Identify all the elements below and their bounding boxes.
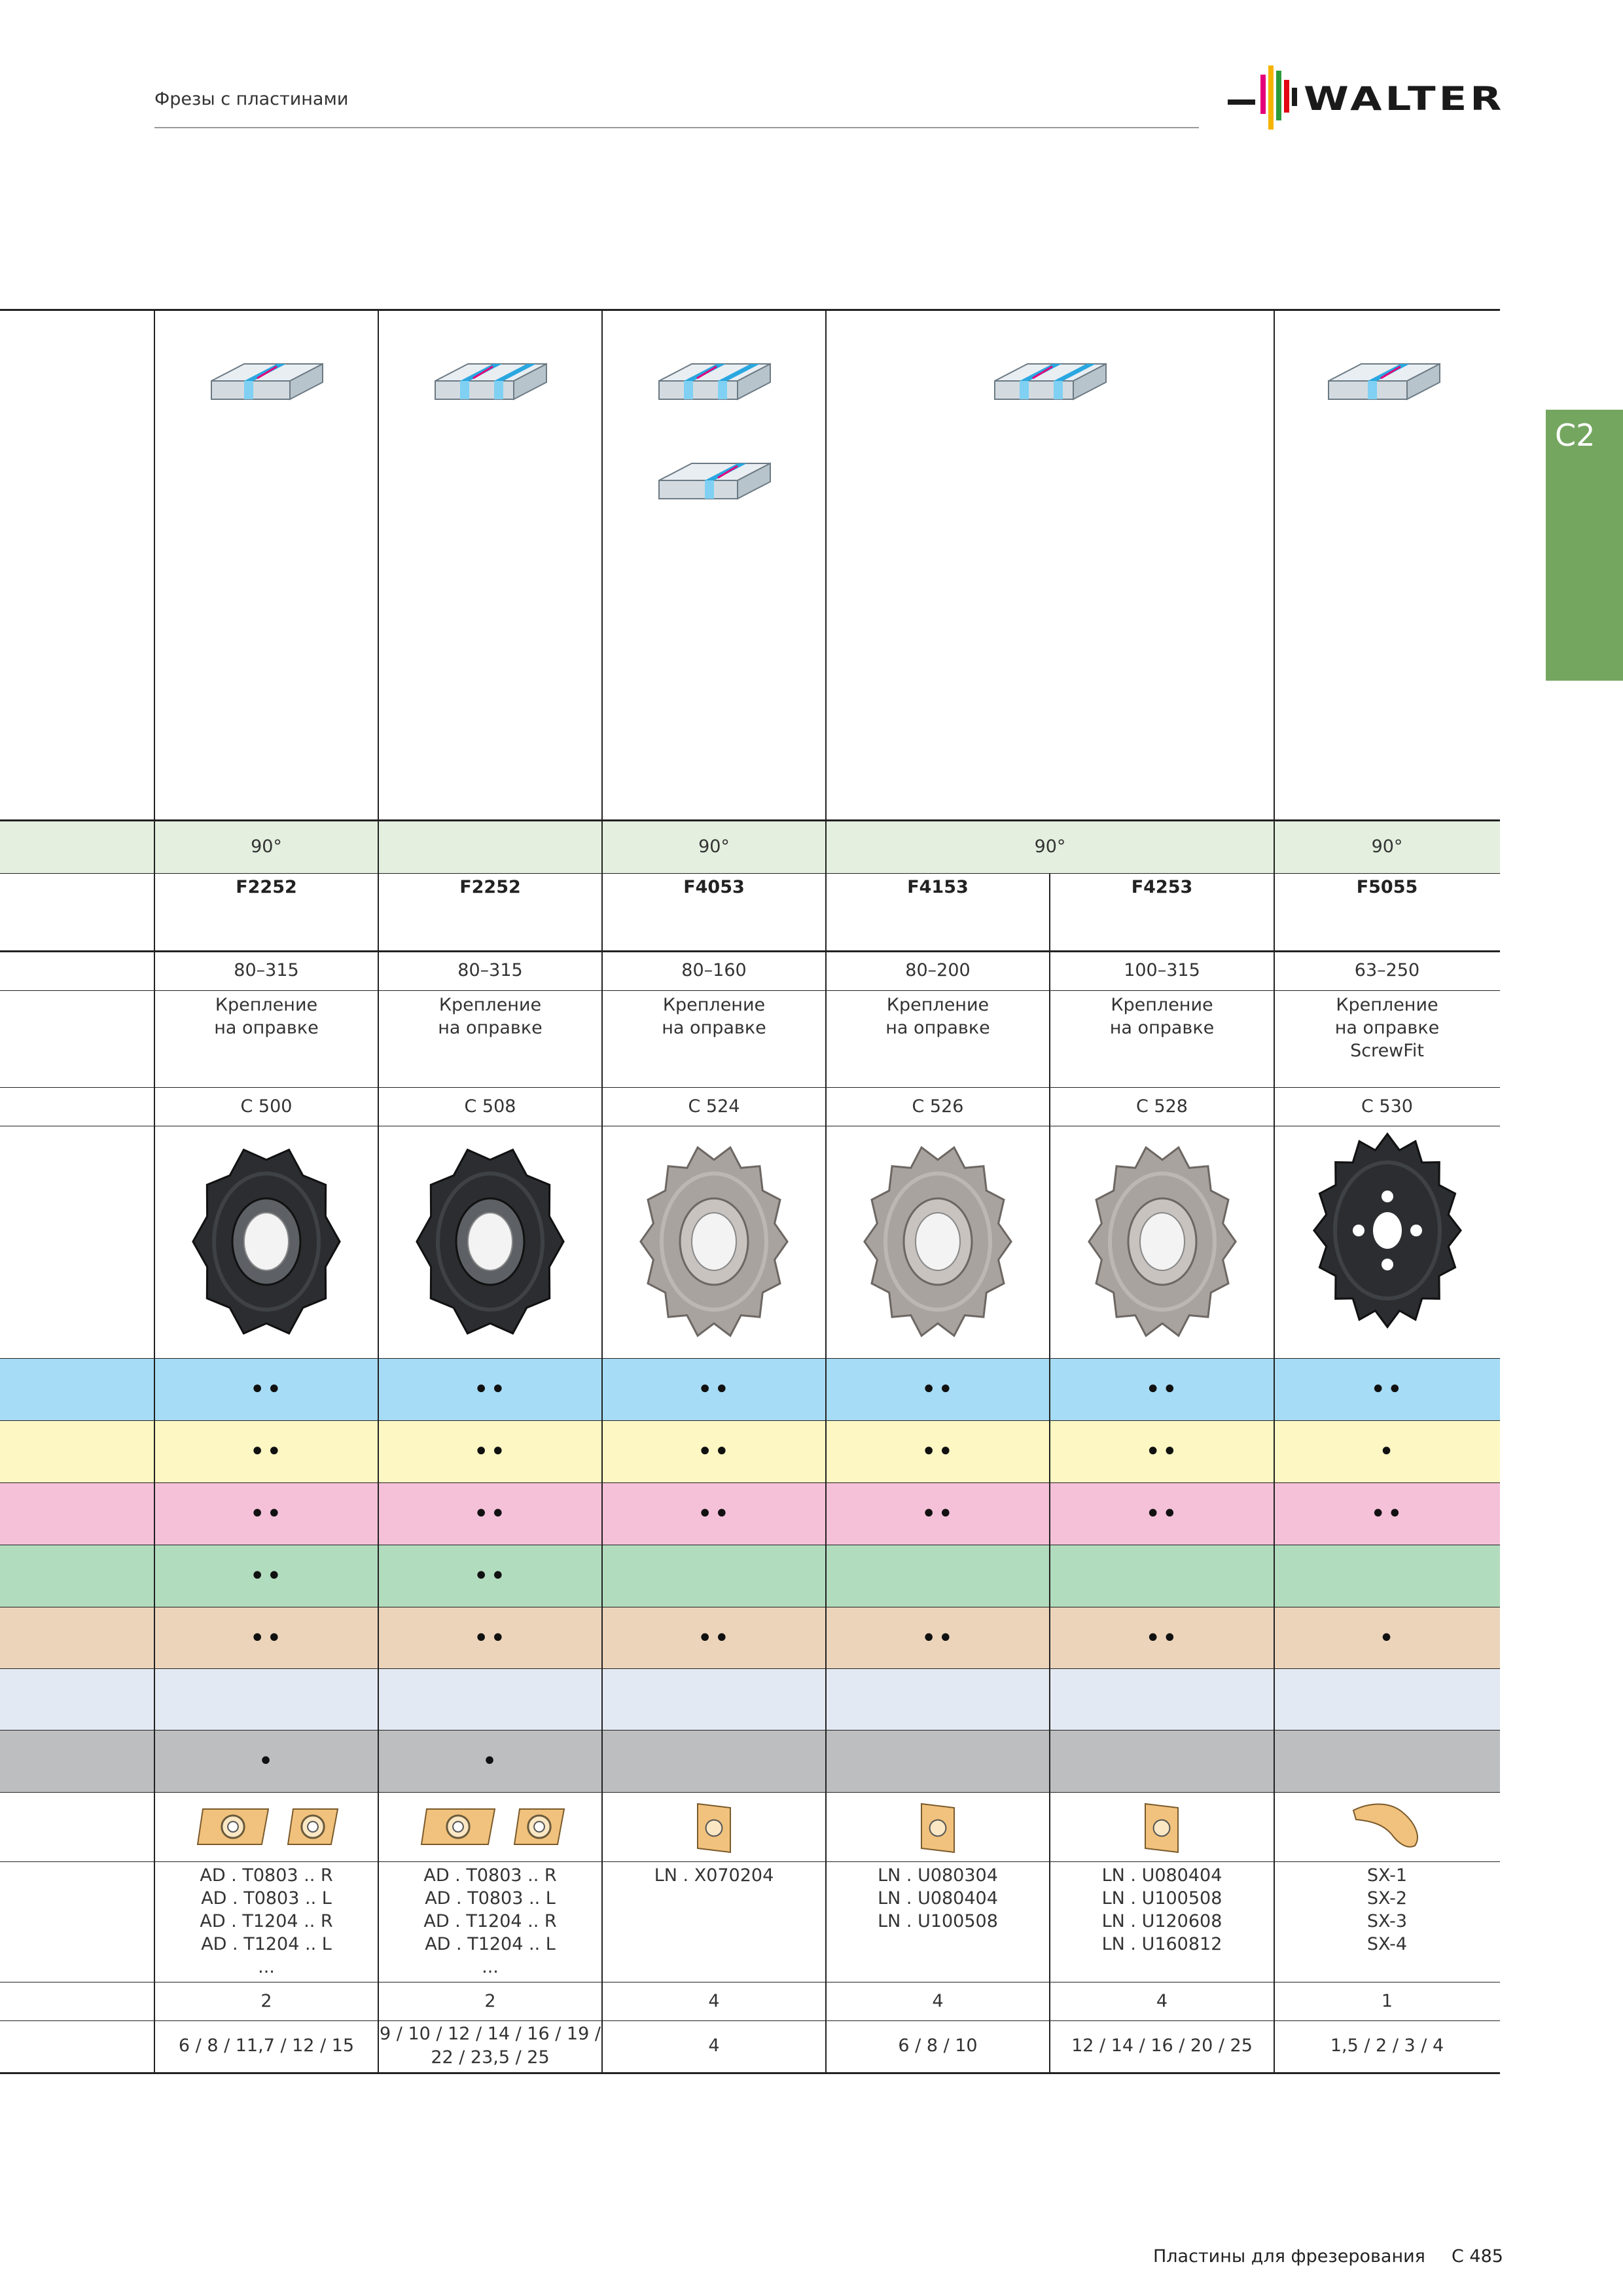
suitability-mark: • (1378, 1437, 1396, 1467)
table-rule (0, 1792, 1500, 1793)
suitability-mark: •• (1145, 1437, 1179, 1467)
suitability-mark: •• (697, 1374, 731, 1405)
insert-shape-icon (285, 1805, 340, 1848)
cutting-edge-count: 4 (932, 1991, 944, 2011)
insert-code[interactable]: ... (482, 1957, 499, 1977)
side-milling-cutter-image (853, 1130, 1023, 1353)
suitability-mark: •• (921, 1374, 955, 1405)
mount-type: ScrewFit (1350, 1041, 1424, 1061)
insert-code[interactable]: LN . U160812 (1101, 1934, 1222, 1954)
diameter-range: 80–315 (234, 960, 299, 980)
cutting-width: 12 / 14 / 16 / 20 / 25 (1071, 2036, 1253, 2056)
insert-shape-icon (512, 1805, 567, 1848)
material-row-bg (0, 1669, 1500, 1731)
diameter-range: 63–250 (1354, 960, 1420, 980)
insert-code[interactable]: AD . T0803 .. L (425, 1888, 556, 1909)
slot-milling-icon (988, 359, 1113, 411)
table-rule (0, 2020, 1500, 2021)
side-milling-cutter-image (405, 1130, 575, 1353)
tool-code[interactable]: F2252 (236, 877, 297, 897)
insert-shape-icon (1349, 1797, 1427, 1852)
slot-milling-icon (1322, 359, 1446, 411)
tool-code[interactable]: F4253 (1131, 877, 1193, 897)
cutting-angle: 90° (251, 836, 282, 857)
catalog-page-link[interactable]: C 500 (240, 1096, 293, 1117)
tool-code[interactable]: F2252 (459, 877, 521, 897)
cutting-edge-count: 2 (484, 1991, 496, 2011)
suitability-mark: •• (697, 1623, 731, 1653)
suitability-mark: • (482, 1746, 499, 1776)
column-rule (378, 309, 379, 2073)
mount-type: Крепление (1336, 995, 1438, 1015)
suitability-mark: •• (473, 1561, 507, 1591)
mount-type: Крепление (662, 995, 766, 1015)
suitability-mark: • (258, 1746, 275, 1776)
insert-code[interactable]: LN . X070204 (654, 1865, 774, 1886)
column-rule (154, 309, 155, 2073)
insert-shape-icon (419, 1805, 497, 1848)
insert-code[interactable]: SX-2 (1366, 1888, 1408, 1909)
catalog-page-link[interactable]: C 508 (464, 1096, 516, 1117)
page-header-title: Фрезы с пластинами (154, 89, 349, 109)
catalog-page-link[interactable]: C 524 (688, 1096, 740, 1117)
catalog-page-link[interactable]: C 530 (1361, 1096, 1413, 1117)
table-rule (0, 1420, 1500, 1421)
insert-code[interactable]: LN . U100508 (878, 1911, 998, 1931)
catalog-page-link[interactable]: C 528 (1136, 1096, 1188, 1117)
suitability-mark: •• (249, 1623, 283, 1653)
cutting-width: 1,5 / 2 / 3 / 4 (1330, 2036, 1444, 2056)
suitability-mark: •• (1145, 1623, 1179, 1653)
table-rule (0, 990, 1500, 991)
footer-text: Пластины для фрезерования (1153, 2246, 1425, 2267)
insert-code[interactable]: LN . U100508 (1101, 1888, 1222, 1909)
section-tab[interactable] (1546, 410, 1623, 681)
insert-code[interactable]: SX-3 (1366, 1911, 1408, 1931)
cutting-width: 22 / 23,5 / 25 (431, 2047, 550, 2068)
insert-code[interactable]: AD . T0803 .. R (200, 1865, 333, 1886)
insert-shape-icon (918, 1801, 958, 1855)
side-milling-cutter-image (1302, 1119, 1472, 1342)
diameter-range: 80–200 (905, 960, 971, 980)
insert-code[interactable]: SX-1 (1366, 1865, 1408, 1886)
slot-milling-icon (429, 359, 553, 411)
tool-code[interactable]: F4053 (683, 877, 745, 897)
insert-code[interactable]: AD . T1204 .. L (425, 1934, 556, 1954)
suitability-mark: •• (1370, 1374, 1404, 1405)
insert-code[interactable]: SX-4 (1366, 1934, 1408, 1954)
suitability-mark: •• (697, 1437, 731, 1467)
insert-code[interactable]: LN . U080404 (878, 1888, 998, 1909)
cutting-width: 4 (708, 2036, 720, 2056)
suitability-mark: •• (1370, 1499, 1404, 1529)
mount-type: на оправке (438, 1018, 543, 1038)
insert-code[interactable]: LN . U080404 (1101, 1865, 1222, 1886)
side-milling-cutter-image (629, 1130, 799, 1353)
suitability-mark: •• (249, 1499, 283, 1529)
cutting-edge-count: 4 (1156, 1991, 1168, 2011)
slot-milling-icon (652, 359, 777, 411)
mount-type: Крепление (1111, 995, 1213, 1015)
suitability-mark: •• (1145, 1499, 1179, 1529)
column-rule (601, 309, 603, 2073)
cutting-edge-count: 2 (260, 1991, 272, 2011)
mount-type: на оправке (1109, 1018, 1215, 1038)
slot-milling-icon (205, 359, 329, 411)
cutting-width: 6 / 8 / 10 (898, 2036, 978, 2056)
insert-code[interactable]: AD . T0803 .. R (423, 1865, 557, 1886)
insert-code[interactable]: LN . U120608 (1101, 1911, 1222, 1931)
table-rule (0, 1087, 1500, 1088)
table-rule (0, 1668, 1500, 1669)
insert-shape-icon (195, 1805, 271, 1848)
suitability-mark: •• (473, 1623, 507, 1653)
table-rule (0, 1358, 1500, 1359)
suitability-mark: •• (249, 1374, 283, 1405)
cutting-angle: 90° (1371, 836, 1403, 857)
mount-type: Крепление (215, 995, 318, 1015)
suitability-mark: •• (249, 1561, 283, 1591)
mount-type: Крепление (438, 995, 542, 1015)
suitability-mark: •• (921, 1437, 955, 1467)
table-rule (0, 309, 1500, 311)
table-rule (0, 1730, 1500, 1731)
insert-code[interactable]: LN . U080304 (878, 1865, 998, 1886)
side-milling-cutter-image (1077, 1130, 1247, 1353)
diameter-range: 100–315 (1124, 960, 1200, 980)
mount-type: на оправке (885, 1018, 990, 1038)
mount-type: на оправке (1334, 1018, 1440, 1038)
suitability-mark: •• (921, 1623, 955, 1653)
table-rule (0, 2072, 1500, 2074)
slot-milling-icon (652, 458, 777, 511)
cutting-edge-count: 4 (708, 1991, 720, 2011)
suitability-mark: •• (473, 1437, 507, 1467)
tool-code[interactable]: F4153 (907, 877, 969, 897)
suitability-mark: •• (1145, 1374, 1179, 1405)
insert-code[interactable]: AD . T1204 .. R (423, 1911, 557, 1931)
cutting-width: 6 / 8 / 11,7 / 12 / 15 (178, 2036, 355, 2056)
section-tab-label: C2 (1555, 418, 1596, 453)
side-milling-cutter-image (181, 1130, 351, 1353)
table-rule (0, 950, 1500, 952)
suitability-mark: •• (473, 1499, 507, 1529)
brand-name: WALTER (1304, 80, 1505, 118)
cutting-edge-count: 1 (1381, 1991, 1393, 2011)
cutting-angle: 90° (698, 836, 730, 857)
insert-code[interactable]: AD . T1204 .. R (200, 1911, 333, 1931)
tool-code[interactable]: F5055 (1356, 877, 1418, 897)
table-rule (0, 1861, 1500, 1862)
suitability-mark: • (1378, 1623, 1396, 1653)
diameter-range: 80–315 (457, 960, 523, 980)
insert-shape-icon (694, 1801, 734, 1855)
mount-type: на оправке (214, 1018, 319, 1038)
cutting-angle: 90° (1034, 836, 1066, 857)
column-rule (825, 309, 827, 2073)
suitability-mark: •• (921, 1499, 955, 1529)
table-rule (0, 873, 1500, 874)
insert-shape-icon (1141, 1801, 1182, 1855)
insert-code[interactable]: ... (258, 1957, 275, 1977)
insert-code[interactable]: AD . T0803 .. L (201, 1888, 332, 1909)
table-rule (0, 1482, 1500, 1483)
suitability-mark: •• (473, 1374, 507, 1405)
table-rule (0, 819, 1500, 821)
suitability-mark: •• (249, 1437, 283, 1467)
cutting-width: 9 / 10 / 12 / 14 / 16 / 19 / (380, 2024, 601, 2044)
insert-code[interactable]: AD . T1204 .. L (201, 1934, 332, 1954)
page-number: C 485 (1452, 2246, 1503, 2267)
column-rule (1274, 309, 1275, 2073)
mount-type: на оправке (662, 1018, 766, 1038)
diameter-range: 80–160 (681, 960, 747, 980)
suitability-mark: •• (697, 1499, 731, 1529)
catalog-page-link[interactable]: C 526 (912, 1096, 964, 1117)
mount-type: Крепление (886, 995, 990, 1015)
